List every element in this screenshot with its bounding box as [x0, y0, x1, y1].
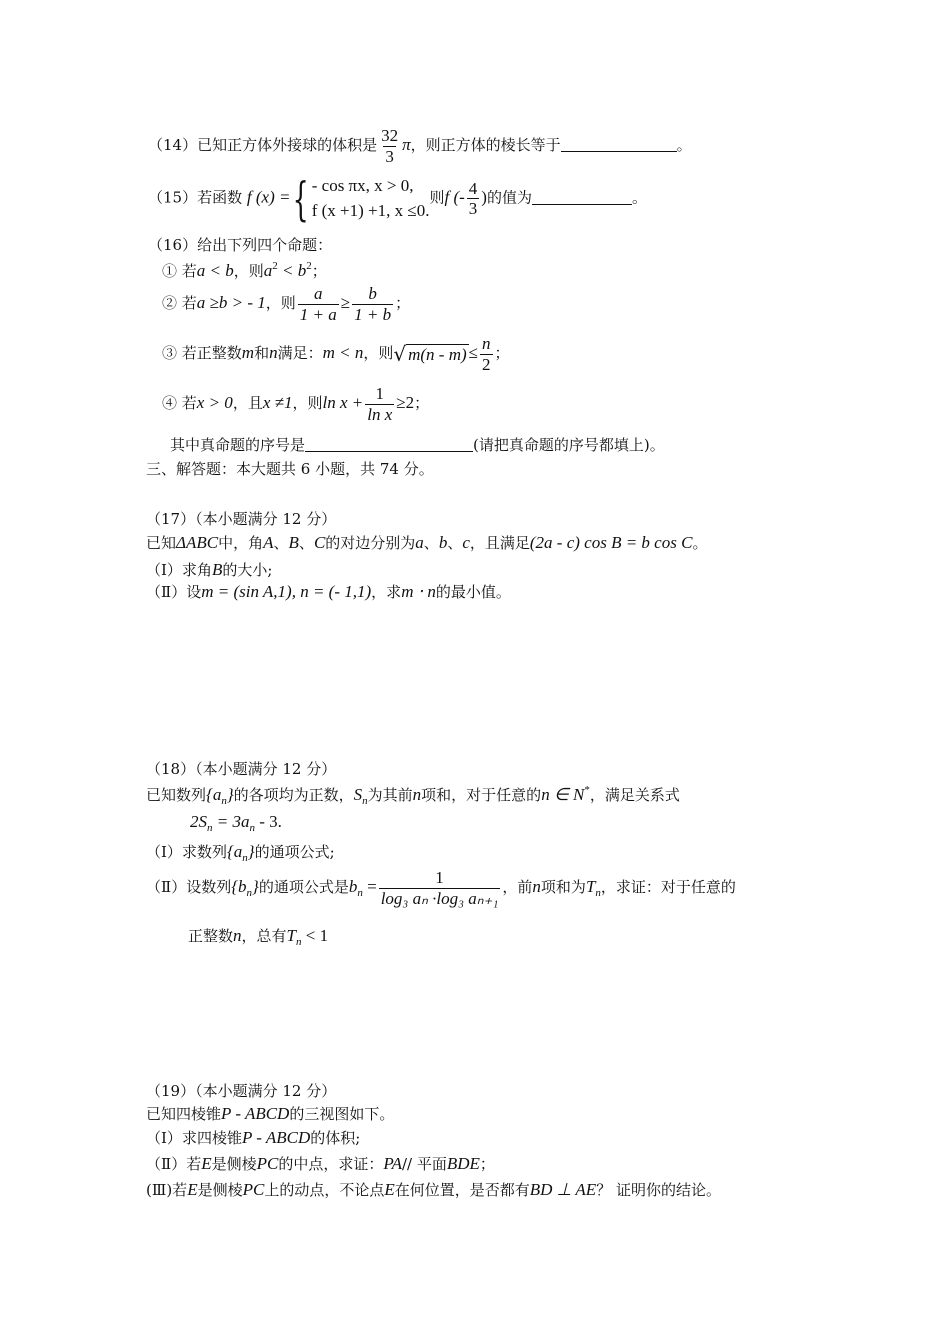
q19-p3-mark: (Ⅲ) [146, 1181, 173, 1199]
q14-number: （14） [148, 136, 198, 155]
q17-side-b: b [438, 533, 448, 552]
q18-part-1 [146, 842, 335, 865]
q15-text: 若函数 [197, 188, 243, 207]
q17-part-2 [146, 582, 511, 602]
q16-tail-text: 其中真命题的序号是 [170, 436, 306, 454]
q16-p2-end: ； [395, 294, 411, 313]
q19-p2-e: E [201, 1154, 212, 1173]
q17-angle-a: A [263, 533, 274, 552]
q18-p2-frac-num: 1 [435, 868, 444, 887]
q16-p3-mark: ③ 若正整数 [162, 344, 242, 363]
q18-p1-sub: n [242, 852, 248, 864]
q18-p2-l2-lt: < 1 [301, 926, 329, 945]
q19-statement [146, 1104, 394, 1124]
q18-star: * [584, 784, 590, 796]
q16-p1-then: ，则 [233, 262, 264, 280]
q18-part-2-line-2 [188, 926, 328, 949]
q18-p2-t-sub: n [595, 887, 601, 900]
q19-header: （19）（本小题满分 12 分） [146, 1082, 337, 1100]
q18-header: （18）（本小题满分 12 分） [146, 760, 337, 778]
q16-p3-radicand: m(n - m) [408, 345, 467, 365]
q19-p1-text-2: 的体积; [310, 1129, 361, 1147]
q17-text: 已知 [146, 534, 177, 552]
q15-text-3: 的值为 [486, 188, 532, 207]
q16-p2-cond: a ≥b > - 1 [196, 293, 266, 313]
q16-prop-4 [162, 384, 429, 424]
q16-p3-end: ； [494, 344, 510, 363]
q19-p2-parallel: // 平面 [401, 1155, 447, 1173]
q18-p2-sub: n [246, 887, 253, 900]
q18-eq-c: - 3. [254, 812, 282, 831]
q17-statement [146, 533, 707, 553]
q18-part-2 [146, 868, 736, 908]
q16-p1-exp2: 2 [306, 260, 312, 272]
q18-text-2: 的各项均为正数， [233, 786, 354, 804]
q18-seq-close: } [226, 785, 234, 804]
q18-eq-sub2: n [249, 822, 255, 834]
q17-angle-c: C [313, 533, 326, 552]
q16-p4-then: ，则 [292, 394, 323, 413]
q19-p2-text-2: 是侧棱 [211, 1155, 257, 1173]
q16-answer-blank[interactable] [305, 436, 473, 452]
q18-s: S [353, 785, 363, 804]
q19-text-2: 的三视图如下。 [289, 1105, 395, 1123]
q17-angle-b: B [288, 533, 299, 552]
q16-p3-cond: m < n [322, 343, 364, 363]
q17-p2-dot: m ⋅ n [401, 582, 436, 601]
q17-side-c: c [462, 533, 470, 552]
q18-text-4: 项和，对于任意的 [421, 786, 542, 804]
q15-brace: { [293, 171, 310, 226]
q18-p2-t: T [585, 877, 596, 897]
q15-text-2: 则 [429, 188, 445, 207]
q16-tail [170, 436, 665, 454]
q18-p2-l2-t-sub: n [296, 936, 302, 948]
q16-p2-frac-b [352, 284, 393, 324]
q16-p4-lnx: ln x + [322, 393, 364, 413]
q16-p3-n: n [269, 343, 278, 363]
q19-p2-text-3: 的中点，求证： [278, 1155, 384, 1173]
q19-p3-text: 若 [172, 1181, 188, 1199]
q18-statement [146, 784, 680, 808]
q16-number: （16） [148, 236, 198, 254]
q18-p2-b: b [348, 877, 358, 897]
q15-frac-den: 3 [468, 199, 478, 219]
q16-p3-and: 和 [254, 344, 270, 363]
q16-p2-then: ，则 [265, 294, 296, 313]
q17-triangle: ΔABC [176, 533, 219, 552]
q17-sep-2: 、 [298, 534, 314, 552]
q17-header: （17）（本小题满分 12 分） [146, 510, 337, 528]
q15-fraction [467, 179, 480, 219]
q15-end: 。 [631, 188, 647, 207]
q16-p2-fa-num: a [314, 284, 323, 303]
q19-p2-mark: （Ⅱ） [146, 1155, 187, 1173]
q17-p2-text-3: 的最小值。 [435, 583, 511, 601]
q17-sep-1: 、 [273, 534, 289, 552]
q19-part-3 [146, 1180, 721, 1200]
q17-p2-text: 设 [186, 583, 202, 601]
q18-p2-b-sub: n [357, 887, 363, 900]
q18-p2-l2-n: n [233, 926, 242, 945]
q17-part-1 [146, 560, 272, 580]
q16-p1-end: ； [311, 262, 327, 280]
q16-p4-frac-num: 1 [375, 384, 384, 403]
q17-p2-vectors: m = (sin A,1), n = (- 1,1) [201, 582, 372, 601]
q15-function: f (x) = [246, 187, 291, 207]
q17-sep-3: 、 [423, 534, 439, 552]
q14-pi: π [402, 135, 411, 155]
q18-p2-text-2: 的通项公式是 [258, 878, 349, 897]
q16-p3-frac-den: 2 [482, 354, 491, 374]
q16-p3-then: ，则 [363, 344, 394, 363]
q18-seq: {a [206, 785, 222, 804]
q19-p3-text-2: 是侧棱 [197, 1181, 243, 1199]
q14-fraction [379, 126, 400, 166]
q19-p2-pa: PA [383, 1154, 402, 1173]
q18-p2-frac-den: log₃ aₙ ·log₃ aₙ₊₁ [380, 888, 499, 908]
q16-intro-text: 给出下列四个命题： [197, 236, 333, 254]
q18-p2-mark: （Ⅱ） [146, 878, 187, 897]
q17-p1-mark: （I） [146, 561, 182, 579]
q17-p1-text-2: 的大小; [222, 561, 273, 579]
q17-p2-mark: （Ⅱ） [146, 583, 187, 601]
q16-p2-frac-a [298, 284, 339, 324]
q18-p2-close: } [252, 877, 259, 897]
q18-seq-sub: n [221, 795, 227, 807]
q16-p2-mark: ② 若 [162, 294, 197, 313]
q16-p2-fa-den: 1 + a [299, 304, 337, 324]
q15-case-1: - cos πx, x > 0, [311, 176, 414, 195]
q18-p1-text-2: 的通项公式; [254, 843, 335, 861]
q16-prop-2 [162, 284, 410, 324]
q19-text: 已知四棱锥 [146, 1105, 222, 1123]
q16-p4-end: ； [414, 394, 430, 413]
q19-p3-text-5: ？ 证明你的结论。 [596, 1181, 721, 1199]
q16-p2-fb-num: b [368, 284, 377, 303]
q18-s-sub: n [362, 795, 368, 807]
q17-p1-b: B [211, 560, 223, 579]
q16-p1-exp: 2 [272, 260, 278, 272]
q16-p4-frac-den: ln x [367, 404, 393, 424]
q16-prop-1 [162, 260, 327, 281]
q18-p2-text-4: 项和为 [540, 878, 586, 897]
q19-pyramid: P - ABCD [221, 1104, 290, 1123]
q14-frac-den: 3 [385, 146, 394, 166]
q16-prop-3 [162, 334, 510, 374]
q16-p2-ge: ≥ [340, 293, 351, 313]
q16-p4-cond-1: x > 0 [196, 393, 233, 413]
q16-p4-frac [365, 384, 394, 424]
q18-p2-text: 设数列 [186, 878, 232, 897]
q18-text: 已知数列 [146, 786, 207, 804]
q17-end: 。 [692, 534, 708, 552]
q18-p2-seq: {b [231, 877, 247, 897]
q15-f-arg: f (- [444, 187, 465, 207]
q17-p1-text: 求角 [181, 561, 212, 579]
q17-sep-4: 、 [447, 534, 463, 552]
q15-close: ) [481, 187, 487, 207]
q19-p3-pc: PC [242, 1180, 265, 1199]
q14-answer-blank[interactable] [561, 136, 677, 152]
q19-p2-text: 若 [186, 1155, 202, 1173]
q16-p3-frac-num: n [482, 334, 491, 353]
q19-p2-bde: BDE [446, 1154, 480, 1173]
q19-p3-e: E [187, 1180, 198, 1199]
q16-p3-sqrt [393, 343, 468, 365]
q19-part-1 [146, 1128, 360, 1148]
q15-piecewise [290, 171, 430, 226]
q16-intro [148, 236, 332, 254]
q18-p2-l2-text-2: ，总有 [241, 927, 287, 945]
q18-p2-eq: = [362, 877, 377, 897]
q19-p2-end: ； [479, 1155, 495, 1173]
q18-p2-text-5: ，求证：对于任意的 [600, 878, 736, 897]
q17-text-2: 中，角 [218, 534, 264, 552]
q15-answer-blank[interactable] [532, 189, 632, 205]
q19-p2-pc: PC [256, 1154, 279, 1173]
q19-part-2 [146, 1154, 495, 1174]
q16-p1-lt: < b [277, 261, 307, 280]
q17-text-3: 的对边分别为 [325, 534, 416, 552]
q15-case-2: f (x +1) +1, x ≤0. [311, 200, 430, 220]
q16-p3-radical-sign: √ [393, 342, 407, 367]
q15-line [148, 171, 647, 226]
q18-text-5: ，满足关系式 [589, 786, 680, 804]
q18-text-3: 为其前 [367, 786, 413, 804]
q15-number: （15） [148, 188, 198, 207]
q19-p3-relation: BD ⊥ AE [529, 1180, 597, 1199]
q17-p2-text-2: ，求 [371, 583, 402, 601]
q18-eq-b: = 3a [212, 812, 250, 831]
q16-p3-m: m [241, 343, 255, 363]
q18-p2-l2-t: T [286, 926, 296, 945]
q18-eq-sub1: n [207, 822, 213, 834]
q14-line [148, 126, 692, 166]
q18-p2-fraction [379, 868, 501, 908]
q19-p1-text: 求四棱锥 [181, 1129, 242, 1147]
q19-p1-pyramid: P - ABCD [241, 1128, 311, 1147]
q18-p2-l2-text: 正整数 [188, 927, 234, 945]
q16-p4-and: ，且 [232, 394, 263, 413]
q14-text: 已知正方体外接球的体积是 [197, 136, 378, 155]
q16-p1-cond: a < b [196, 261, 234, 280]
q16-p3-le: ≤ [468, 343, 478, 363]
q18-n-in: n ∈ N [541, 785, 585, 804]
q14-frac-num: 32 [381, 126, 399, 145]
section-3-heading: 三、解答题：本大题共 6 小题，共 74 分。 [146, 460, 434, 478]
q14-text-2: ，则正方体的棱长等于 [410, 136, 561, 155]
q18-eq-a: 2S [190, 812, 207, 831]
q16-p3-frac [480, 334, 493, 374]
q18-p2-n: n [532, 877, 541, 897]
q19-p3-text-3: 上的动点，不论点 [264, 1181, 385, 1199]
q15-frac-num: 4 [468, 178, 478, 198]
q16-p4-ge: ≥2 [396, 393, 415, 413]
q16-p4-cond-2: x ≠1 [262, 393, 293, 413]
q16-p1-mark: ① 若 [162, 262, 197, 280]
q16-p2-fb-den: 1 + b [354, 304, 392, 324]
q19-p3-text-4: 在何位置，是否都有 [394, 1181, 530, 1199]
q18-n: n [412, 785, 422, 804]
q17-text-4: ，且满足 [469, 534, 530, 552]
q16-p3-sat: 满足： [277, 344, 323, 363]
q14-end: 。 [676, 136, 692, 155]
q18-relation [190, 812, 282, 835]
q19-p3-e2: E [384, 1180, 395, 1199]
q18-p2-text-3: ，前 [502, 878, 533, 897]
q18-p1-text: 求数列 [181, 843, 227, 861]
q18-p1-close: } [247, 842, 255, 861]
q16-p1-a: a [263, 261, 273, 280]
q17-side-a: a [415, 533, 424, 552]
q16-p4-mark: ④ 若 [162, 394, 197, 413]
q18-p1-mark: （I） [146, 843, 182, 861]
q18-p1-seq: {a [226, 842, 243, 861]
q15-cases [312, 174, 430, 223]
q19-p1-mark: （I） [146, 1129, 182, 1147]
q16-tail-text-2: (请把真命题的序号都填上)。 [473, 436, 665, 454]
q17-equation: (2a - c) cos B = b cos C [529, 533, 693, 552]
